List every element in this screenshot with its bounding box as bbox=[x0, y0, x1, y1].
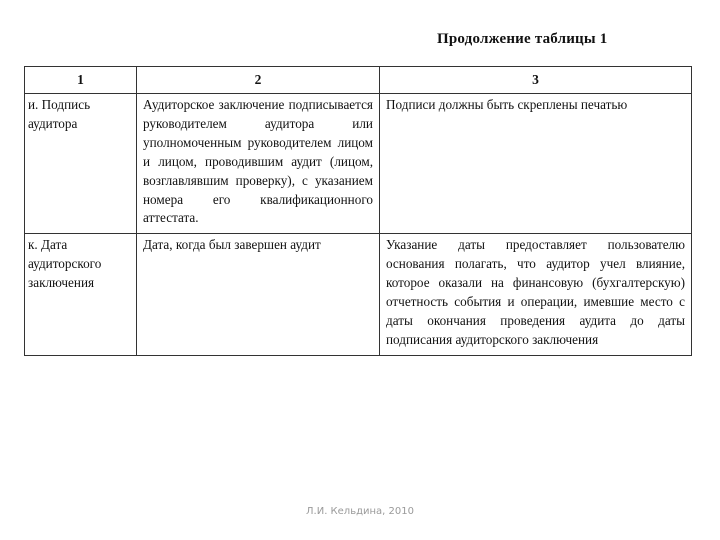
table-cell bbox=[380, 234, 692, 355]
cell-text: Указание даты предоставляет пользователю основания полагать, что аудитор учел влияние, которое оказали на финансовую (бухгалтерскую) отчетность события и операции, имевшие место с даты окончания проведения аудита до даты подписания аудиторского заключения bbox=[386, 237, 685, 347]
audit-table bbox=[24, 66, 692, 356]
table-cell bbox=[25, 234, 137, 355]
table-cell bbox=[25, 94, 137, 234]
cell-text: Подписи должны быть скреплены печатью bbox=[386, 97, 628, 112]
table-cell bbox=[380, 94, 692, 234]
table-caption: Продолжение таблицы 1 bbox=[437, 31, 608, 47]
header-col-3: 3 bbox=[380, 67, 692, 94]
cell-text: и. Подпись аудитора bbox=[28, 97, 91, 131]
table-cell bbox=[137, 234, 380, 355]
header-col-1: 1 bbox=[25, 67, 137, 94]
table-cell bbox=[137, 94, 380, 234]
cell-text: Дата, когда был завершен аудит bbox=[143, 237, 321, 253]
header-col-2: 2 bbox=[137, 67, 380, 94]
cell-text: Аудиторское заключение подписывается руководителем аудитора или уполномоченным руководителем лицом и лицом, проводившим аудит (лицом, возглавлявшим проверку), с указанием номера его квалификационного аттестата. bbox=[143, 97, 373, 226]
table-row bbox=[25, 234, 692, 355]
table-row bbox=[25, 94, 692, 234]
cell-text: к. Дата аудиторского заключения bbox=[28, 237, 102, 291]
table-header-row bbox=[25, 67, 692, 94]
author-footer: Л.И. Кельдина, 2010 bbox=[306, 506, 414, 517]
